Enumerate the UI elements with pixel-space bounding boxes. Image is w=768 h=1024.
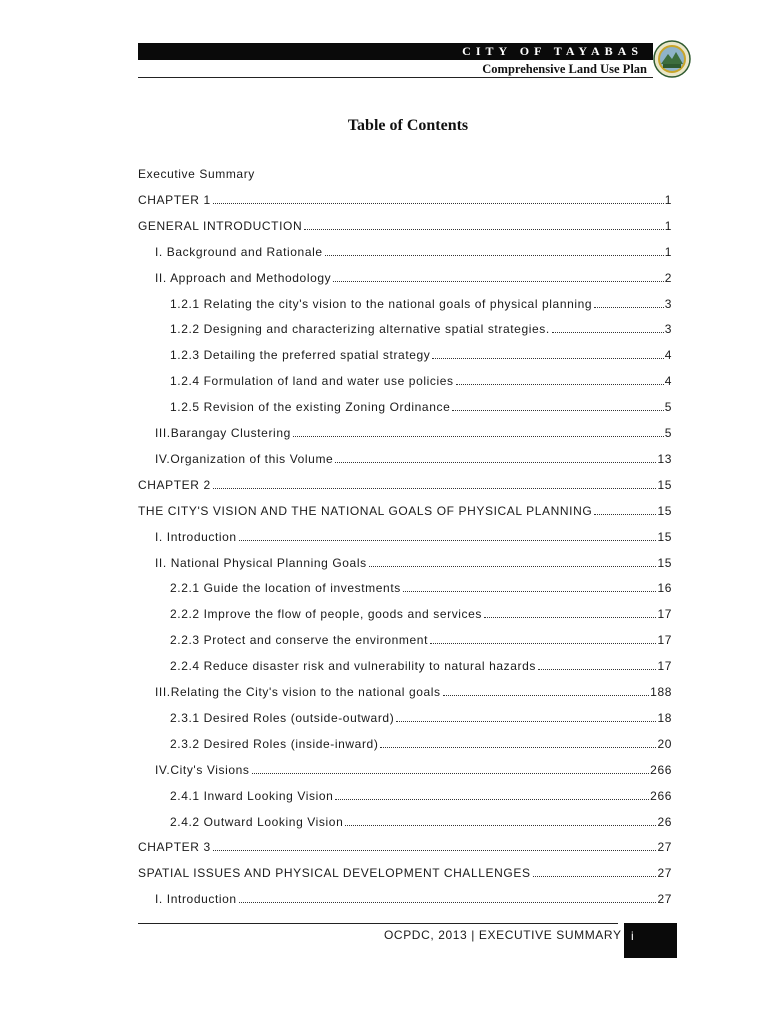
header-subtitle: Comprehensive Land Use Plan xyxy=(482,62,647,76)
toc-entry-label: SPATIAL ISSUES AND PHYSICAL DEVELOPMENT CHALLENGES xyxy=(138,866,531,881)
toc-entry-page: 27 xyxy=(657,840,672,855)
toc-entry[interactable] xyxy=(138,757,672,777)
toc-entry-label: IV.City's Visions xyxy=(155,762,250,777)
toc-entry[interactable] xyxy=(138,809,672,829)
toc-leader-dots xyxy=(239,901,657,903)
toc-entry-label: GENERAL INTRODUCTION xyxy=(138,218,303,233)
toc-leader-dots xyxy=(333,280,663,282)
toc-leader-dots xyxy=(432,357,663,359)
toc-entry-page: 4 xyxy=(664,348,672,363)
toc-entry[interactable] xyxy=(138,860,672,880)
toc-leader-dots xyxy=(594,513,656,515)
toc-leader-dots xyxy=(335,798,649,800)
toc-entry[interactable] xyxy=(138,187,672,207)
toc-leader-dots xyxy=(293,435,664,437)
toc-entry-page: 18 xyxy=(657,710,672,725)
toc-entry-label: II. National Physical Planning Goals xyxy=(155,555,367,570)
toc-entry-label: 2.4.2 Outward Looking Vision xyxy=(170,814,344,829)
toc-leader-dots xyxy=(213,202,664,204)
toc-entry[interactable] xyxy=(138,213,672,233)
toc-leader-dots xyxy=(533,875,657,877)
toc-entry[interactable] xyxy=(138,705,672,725)
toc-entry-label: CHAPTER 2 xyxy=(138,477,211,492)
toc-leader-dots xyxy=(335,461,656,463)
toc-entry-page: 27 xyxy=(657,892,672,907)
toc-entry[interactable] xyxy=(138,524,672,544)
header-city-name: CITY OF TAYABAS xyxy=(462,44,643,58)
toc-entry-page: 266 xyxy=(650,788,672,803)
toc-entry-page: 266 xyxy=(650,762,672,777)
toc-entry-label: III.Barangay Clustering xyxy=(155,426,291,440)
toc-entry-page: 13 xyxy=(657,451,672,466)
toc-entry-page: 17 xyxy=(657,659,672,674)
toc-entry-label: CHAPTER 3 xyxy=(138,840,211,855)
toc-entry-page: 26 xyxy=(657,814,672,829)
toc-entry[interactable] xyxy=(138,783,672,803)
toc-entry[interactable] xyxy=(138,239,672,259)
toc-entry-page: 1 xyxy=(664,244,672,259)
toc-leader-dots xyxy=(430,642,656,644)
toc-entry-label: I. Background and Rationale xyxy=(155,244,323,259)
toc-entry-page: 17 xyxy=(657,633,672,648)
toc-entry-page: 5 xyxy=(664,400,672,415)
toc-entry[interactable] xyxy=(138,601,672,621)
toc-leader-dots xyxy=(213,487,657,489)
header-divider xyxy=(138,77,653,78)
toc-leader-dots xyxy=(380,746,656,748)
toc-entry[interactable] xyxy=(138,316,672,336)
toc-leader-dots xyxy=(403,590,657,592)
toc-entry-label: 2.2.2 Improve the flow of people, goods and services xyxy=(170,607,483,622)
toc-entry-label: IV.Organization of this Volume xyxy=(155,451,334,466)
toc-entry[interactable] xyxy=(138,291,672,311)
toc-entry-label: 2.2.4 Reduce disaster risk and vulnerability to natural hazards xyxy=(170,659,536,674)
toc-entry-label: 2.3.2 Desired Roles (inside-inward) xyxy=(170,736,379,751)
toc-leader-dots xyxy=(369,565,657,567)
toc-leader-dots xyxy=(239,539,657,541)
toc-leader-dots xyxy=(456,383,664,385)
toc-entry-page: 15 xyxy=(657,555,672,570)
footer-text: OCPDC, 2013 | EXECUTIVE SUMMARY xyxy=(384,928,622,942)
toc-entry[interactable] xyxy=(138,446,672,466)
toc-entry-label: II. Approach and Methodology xyxy=(155,270,332,285)
toc-entry[interactable] xyxy=(138,394,672,414)
toc-entry-label: 1.2.4 Formulation of land and water use policies xyxy=(170,374,454,389)
header-bar xyxy=(138,43,653,60)
toc-entry-label: THE CITY'S VISION AND THE NATIONAL GOALS OF PHYSICAL PLANNING xyxy=(138,503,593,518)
toc-entry[interactable] xyxy=(138,575,672,595)
toc-leader-dots xyxy=(484,616,656,618)
toc-entry-page: 3 xyxy=(664,296,672,311)
toc-entry[interactable] xyxy=(138,653,672,673)
toc-entry[interactable] xyxy=(138,731,672,751)
toc-leader-dots xyxy=(443,694,650,696)
toc-leader-dots xyxy=(213,849,657,851)
footer-page-box xyxy=(624,923,677,958)
toc-entry-page: 15 xyxy=(657,477,672,492)
footer-page-number: i xyxy=(631,929,634,943)
toc-entry[interactable] xyxy=(138,886,672,906)
toc-entry-label: I. Introduction xyxy=(155,892,237,907)
toc-leader-dots xyxy=(538,668,656,670)
toc-entry-label: 1.2.5 Revision of the existing Zoning Ordinance xyxy=(170,400,451,415)
toc-leader-dots xyxy=(552,331,664,333)
toc-entry[interactable] xyxy=(138,265,672,285)
footer-divider xyxy=(138,923,618,924)
toc-entry-page: 27 xyxy=(657,866,672,881)
toc-entry[interactable] xyxy=(138,472,672,492)
toc-entry[interactable] xyxy=(138,342,672,362)
toc-leader-dots xyxy=(252,772,650,774)
toc-entry-label: III.Relating the City's vision to the national goals xyxy=(155,685,441,699)
toc-entry-label: 2.2.3 Protect and conserve the environment xyxy=(170,633,429,648)
toc-leader-dots xyxy=(304,228,663,230)
toc-leader-dots xyxy=(396,720,656,722)
toc-leader-dots xyxy=(325,254,664,256)
toc-entry-label: Executive Summary xyxy=(138,167,255,181)
toc-entry[interactable] xyxy=(138,679,672,699)
toc-entry-label: 2.4.1 Inward Looking Vision xyxy=(170,788,334,803)
toc-entry[interactable] xyxy=(138,550,672,570)
toc-entry[interactable] xyxy=(138,834,672,854)
toc-entry-page: 1 xyxy=(664,192,672,207)
toc-leader-dots xyxy=(594,306,664,308)
city-seal-icon xyxy=(653,40,691,78)
toc-entry-page: 2 xyxy=(664,270,672,285)
toc-entry[interactable] xyxy=(138,420,672,440)
toc-entry-label: 1.2.1 Relating the city's vision to the national goals of physical planning xyxy=(170,296,593,311)
toc-entry[interactable] xyxy=(138,627,672,647)
toc-entry[interactable] xyxy=(138,161,672,181)
toc-entry-page: 4 xyxy=(664,374,672,389)
toc-entry-page: 17 xyxy=(657,607,672,622)
toc-entry-label: I. Introduction xyxy=(155,529,237,544)
toc-entry-label: 1.2.2 Designing and characterizing alternative spatial strategies. xyxy=(170,322,550,337)
toc-entry-label: 2.3.1 Desired Roles (outside-outward) xyxy=(170,710,395,725)
toc-entry-page: 1 xyxy=(664,218,672,233)
page-title: Table of Contents xyxy=(347,117,469,134)
toc-entry-label: CHAPTER 1 xyxy=(138,192,211,207)
toc-entry-page: 3 xyxy=(664,322,672,337)
toc-entry-label: 2.2.1 Guide the location of investments xyxy=(170,581,401,596)
toc-leader-dots xyxy=(452,409,663,411)
toc-entry-label: 1.2.3 Detailing the preferred spatial strategy xyxy=(170,348,431,363)
toc-entry-page: 188 xyxy=(650,685,672,699)
toc-leader-dots xyxy=(345,824,656,826)
toc-entry-page: 15 xyxy=(657,529,672,544)
toc-entry[interactable] xyxy=(138,498,672,518)
toc-entry-page: 20 xyxy=(657,736,672,751)
toc-entry[interactable] xyxy=(138,368,672,388)
toc-entry-page: 16 xyxy=(657,581,672,596)
toc-entry-page: 15 xyxy=(657,503,672,518)
toc-entry-page: 5 xyxy=(664,426,672,440)
